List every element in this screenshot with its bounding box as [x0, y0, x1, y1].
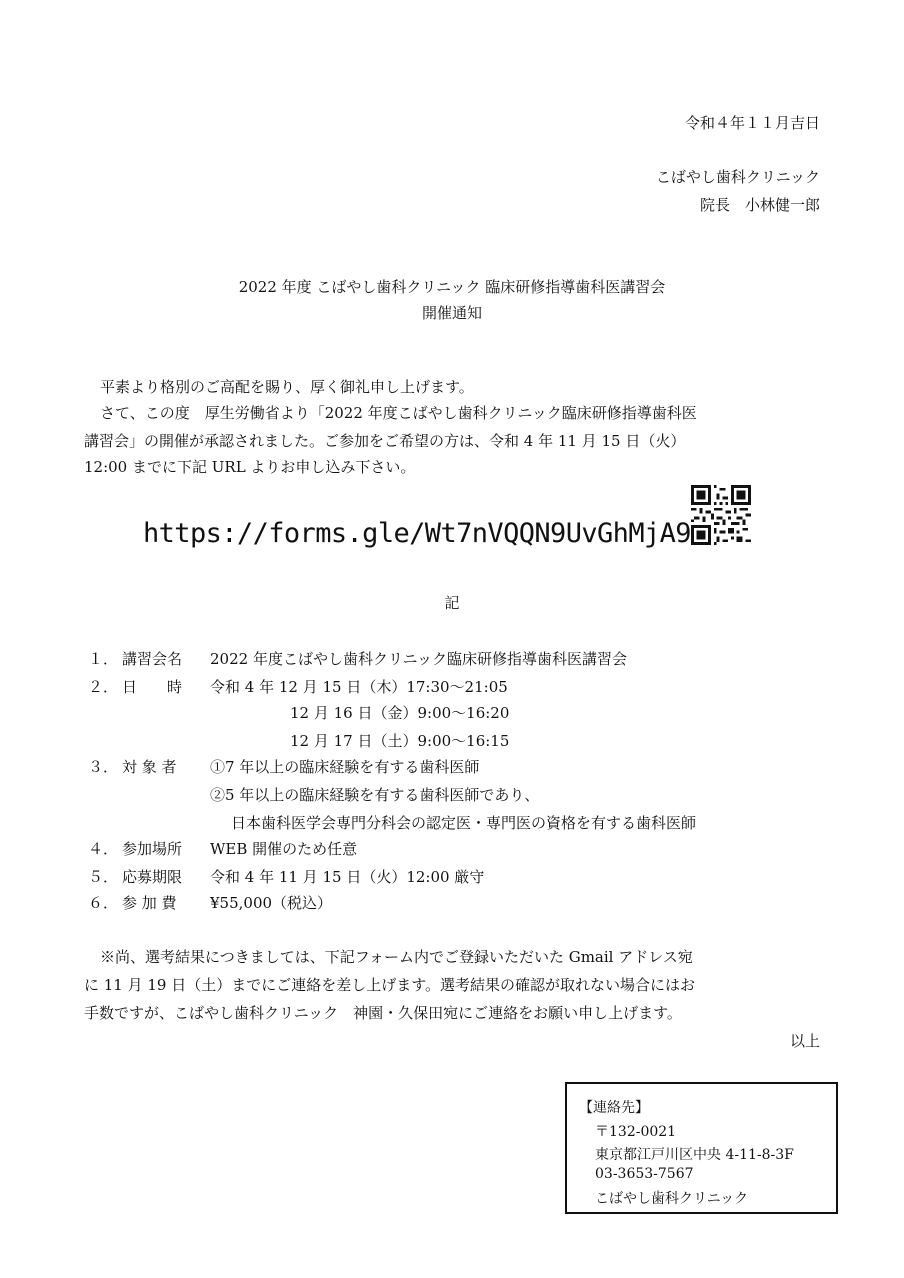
schedule-day-2: 12 月 16 日（金）9:00～16:20 [290, 704, 510, 722]
list-item-deadline [88, 866, 484, 887]
contact-heading: 【連絡先】 [579, 1100, 649, 1116]
list-item-venue [88, 838, 357, 859]
item-label: 応募期限 [122, 868, 183, 886]
item-value: ①7 年以上の臨床経験を有する歯科医師 [210, 758, 480, 776]
item-label: 参 加 費 [122, 894, 177, 912]
item-label: 対 象 者 [122, 758, 177, 776]
document-date: 令和４年１１月吉日 [684, 114, 820, 132]
greeting-line: 平素より格別のご高配を賜り、厚く御礼申し上げます。 [100, 378, 474, 396]
eligibility-condition-2-detail: 日本歯科医学会専門分科会の認定医・専門医の資格を有する歯科医師 [231, 814, 697, 832]
contact-phone[interactable]: 03-3653-7567 [595, 1166, 694, 1182]
application-form-link[interactable]: https://forms.gle/Wt7nVQQN9UvGhMjA9 [143, 518, 691, 549]
notice-subtitle: 開催通知 [421, 304, 482, 322]
item-number: ３． [88, 758, 119, 776]
item-number: ５． [88, 868, 119, 886]
item-value: WEB 開催のため任意 [210, 840, 358, 858]
contact-box [565, 1082, 838, 1214]
body-paragraph-line-2: 講習会」の開催が承認されました。ご参加をご希望の方は、令和 4 年 11 月 15 日（火） [84, 432, 686, 450]
item-value: 令和 4 年 12 月 15 日（木）17:30～21:05 [210, 678, 508, 696]
item-label: 参加場所 [122, 840, 183, 858]
contact-address: 東京都江戸川区中央 4-11-8-3F [595, 1147, 794, 1163]
item-number: １． [88, 650, 119, 668]
contact-clinic-name: こばやし歯科クリニック [595, 1191, 749, 1207]
closing-ijo: 以上 [789, 1032, 820, 1050]
item-number: ２． [88, 678, 119, 696]
contact-zip: 〒132-0021 [595, 1124, 677, 1140]
sender-clinic: こばやし歯科クリニック [655, 168, 820, 186]
schedule-day-3: 12 月 17 日（土）9:00～16:15 [290, 732, 510, 750]
item-label: 講習会名 [122, 650, 183, 668]
note-line-1: ※尚、選考結果につきましては、下記フォーム内でご登録いただいた Gmail アドレス宛 [100, 948, 693, 966]
item-value: 令和 4 年 11 月 15 日（火）12:00 厳守 [210, 868, 485, 886]
list-item-schedule [88, 676, 508, 697]
ki-heading: 記 [444, 594, 460, 612]
item-label: 日 時 [122, 678, 183, 696]
note-line-2: に 11 月 19 日（土）までにご連絡を差し上げます。選考結果の確認が取れない場合にはお [84, 976, 696, 994]
list-item-eligibility [88, 756, 479, 777]
notice-title: 2022 年度 こばやし歯科クリニック 臨床研修指導歯科医講習会 [238, 278, 666, 296]
item-number: ４． [88, 840, 119, 858]
qr-code-icon[interactable] [689, 485, 753, 545]
eligibility-condition-2: ②5 年以上の臨床経験を有する歯科医師であり、 [210, 786, 540, 804]
list-item-course-name [88, 648, 627, 669]
body-paragraph-line-3: 12:00 までに下記 URL よりお申し込み下さい。 [84, 458, 416, 476]
sender-director: 院長 小林健一郎 [699, 196, 820, 214]
note-line-3: 手数ですが、こばやし歯科クリニック 神園・久保田宛にご連絡をお願い申し上げます。 [84, 1004, 682, 1022]
item-number: ６． [88, 894, 119, 912]
item-value: ¥55,000（税込） [210, 894, 333, 912]
list-item-fee [88, 892, 332, 913]
body-paragraph-line-1: さて、この度 厚生労働省より「2022 年度こばやし歯科クリニック臨床研修指導歯科医 [100, 404, 697, 422]
item-value: 2022 年度こばやし歯科クリニック臨床研修指導歯科医講習会 [210, 650, 628, 668]
